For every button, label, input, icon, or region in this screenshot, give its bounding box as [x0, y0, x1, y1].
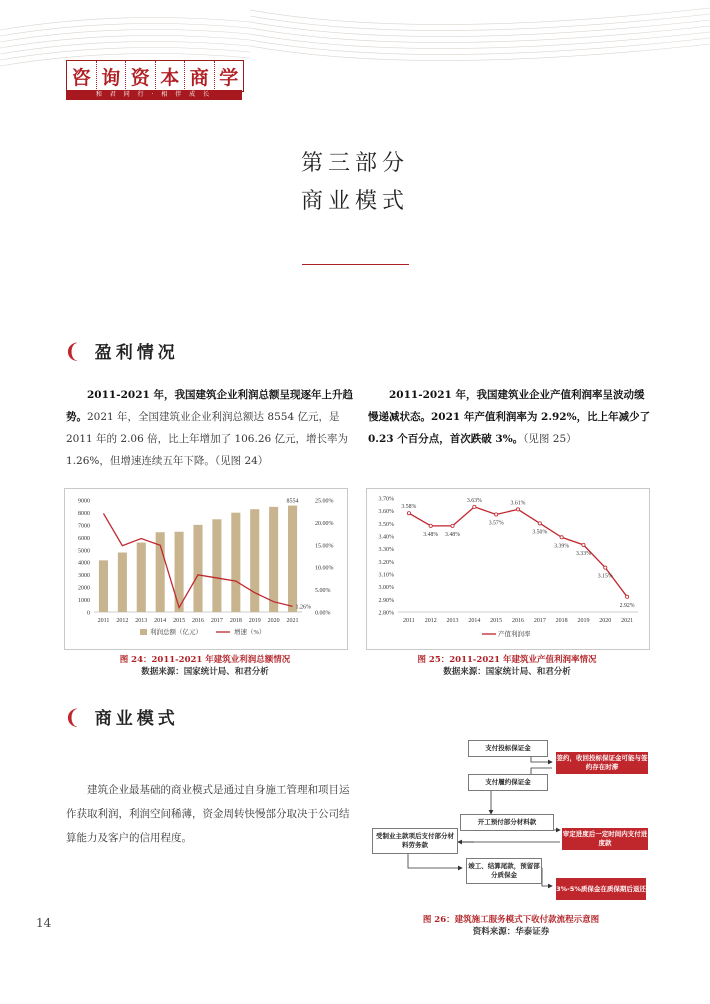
flow-note-progress-payment: 审定进度后一定时间内支付进度款 — [562, 828, 648, 850]
flow-step-final-settlement: 竣工、结算尾款，预留部分质保金 — [466, 858, 542, 884]
x-tick-label: 2011 — [403, 618, 415, 624]
x-tick-label: 2018 — [555, 618, 568, 624]
data-point — [625, 595, 628, 598]
y-tick-label: 9000 — [78, 498, 90, 505]
profit-paragraph-bold: 2011-2021 年，我国建筑企业利润总额呈现逐年上升趋势。 — [66, 389, 353, 423]
x-tick-label: 2015 — [173, 618, 186, 624]
data-label: 3.48% — [445, 531, 461, 538]
logo-char: 询 — [97, 61, 127, 91]
data-point — [407, 512, 410, 515]
logo-char: 商 — [185, 61, 215, 91]
logo-tagline: 和 君 同 行 · 相 伴 成 长 — [66, 90, 242, 100]
y-tick-label: 7000 — [78, 523, 90, 530]
data-label: 3.50% — [532, 529, 548, 536]
y-tick-label: 3.20% — [378, 559, 394, 566]
data-label: 2.92% — [619, 602, 635, 609]
flow-step-bid-deposit: 支付投标保证金 — [468, 740, 548, 757]
bar — [175, 532, 184, 612]
x-tick-label: 2021 — [621, 618, 634, 624]
y-tick-label: 3.60% — [378, 509, 394, 516]
data-point — [604, 566, 607, 569]
data-point — [451, 524, 454, 527]
y-tick-label: 2.90% — [378, 597, 394, 604]
x-tick-label: 2015 — [490, 618, 503, 624]
part-number: 第三部分 — [300, 151, 409, 176]
y2-tick-label: 5.00% — [315, 588, 331, 595]
profit-margin-line — [409, 507, 627, 597]
y-tick-label: 3.30% — [378, 547, 394, 554]
data-label: 3.57% — [488, 520, 504, 527]
data-point — [560, 536, 563, 539]
data-label: 3.58% — [401, 504, 417, 511]
bar — [231, 513, 240, 612]
x-tick-label: 2014 — [468, 618, 481, 624]
fig25-title: 图 25：2011-2021 年建筑业产值利润率情况 — [417, 655, 597, 665]
bar — [118, 553, 127, 612]
y-tick-label: 3.00% — [378, 585, 394, 592]
fig26-source: 资料来源：华泰证券 — [472, 927, 550, 937]
y2-tick-label: 0.00% — [315, 610, 331, 617]
logo-char: 学 — [219, 66, 239, 89]
business-model-paragraph: 建筑企业最基础的商业模式是通过自身施工管理和项目运作获取利润，利润空间稀薄，资金周转快慢部分取决于公司结算能力及客户的信用程度。 — [66, 784, 350, 844]
bar-value-label: 8554 — [286, 498, 299, 505]
data-point — [429, 524, 432, 527]
profit-paragraph-text: 2021 年，全国建筑业企业利润总额达 8554 亿元，是 2011 年的 2.06 倍，比上年增加了 106.26 亿元，增长率为 1.26%，但增速连续五年下降。（见图 24） — [66, 411, 349, 467]
data-label: 3.39% — [554, 543, 570, 550]
fig26-title: 图 26：建筑施工服务模式下收付款流程示意图 — [422, 915, 600, 925]
y-tick-label: 3.70% — [378, 496, 394, 503]
y-tick-label: 4000 — [78, 560, 90, 567]
legend-label: 产值利润率 — [498, 631, 531, 638]
logo — [66, 60, 244, 92]
x-tick-label: 2013 — [135, 618, 148, 624]
x-tick-label: 2014 — [154, 618, 167, 624]
bar — [193, 525, 202, 612]
fig24-title: 图 24：2011-2021 年建筑业利润总额情况 — [119, 655, 291, 665]
y-tick-label: 3.40% — [378, 534, 394, 541]
logo-char: 本 — [156, 61, 186, 91]
bar — [137, 543, 146, 612]
fig25-source: 数据来源：国家统计局、和君分析 — [443, 667, 571, 677]
data-point — [582, 543, 585, 546]
x-tick-label: 2016 — [512, 618, 524, 624]
y-tick-label: 2.80% — [378, 610, 394, 617]
y2-tick-label: 15.00% — [315, 543, 334, 550]
fig25-caption — [366, 654, 648, 678]
x-tick-label: 2011 — [97, 618, 110, 624]
bar — [288, 506, 297, 612]
margin-paragraph — [368, 384, 654, 450]
legend-label: 利润总额（亿元） — [150, 629, 202, 636]
flow-step-performance-deposit: 支付履约保证金 — [468, 774, 548, 791]
x-tick-label: 2012 — [116, 618, 129, 624]
flow-note-warranty: 3%-5%质保金在质保期后退还 — [556, 878, 646, 900]
section-title: 商业模式 — [94, 709, 179, 729]
flow-note-sign-contract: 签约，收回投标保证金可能与签约存在时滞 — [556, 752, 648, 774]
x-tick-label: 2012 — [424, 618, 437, 624]
x-tick-label: 2018 — [229, 618, 242, 624]
bar — [212, 519, 221, 612]
bar — [269, 507, 278, 612]
data-label: 3.15% — [597, 573, 613, 580]
data-label: 3.63% — [466, 497, 482, 504]
chart-24 — [64, 488, 346, 648]
x-tick-label: 2013 — [446, 618, 459, 624]
y-tick-label: 5000 — [78, 548, 90, 555]
data-point — [495, 513, 498, 516]
logo-char: 咨 — [67, 61, 97, 91]
fig24-caption — [64, 654, 346, 678]
title-divider — [302, 264, 409, 265]
flow-diagram — [366, 734, 656, 904]
y-tick-label: 0 — [87, 610, 90, 617]
fig26-caption — [366, 914, 656, 938]
profit-paragraph — [66, 384, 354, 472]
x-tick-label: 2019 — [248, 618, 261, 624]
chart-25 — [366, 488, 648, 648]
y-tick-label: 1000 — [78, 598, 90, 605]
data-label: 3.61% — [510, 500, 526, 507]
data-point — [516, 508, 519, 511]
legend-swatch-bar — [140, 629, 147, 635]
section-mark-icon: ❨ — [64, 704, 85, 729]
x-tick-label: 2020 — [599, 618, 612, 624]
page-number: 14 — [36, 916, 52, 930]
y-tick-label: 3000 — [78, 573, 90, 580]
legend-label: 增速（%） — [234, 629, 266, 636]
section-heading-business-model — [64, 704, 179, 729]
data-label: 3.33% — [575, 550, 591, 557]
x-tick-label: 2017 — [533, 618, 546, 624]
flow-step-advance-payment: 开工预付部分材料款 — [460, 814, 554, 831]
data-label: 3.48% — [423, 531, 439, 538]
y-tick-label: 8000 — [78, 510, 90, 517]
bar — [99, 560, 108, 612]
rate-value-label: 1.26% — [295, 604, 312, 611]
y-tick-label: 3.50% — [378, 521, 394, 528]
y2-tick-label: 10.00% — [315, 565, 334, 572]
x-tick-label: 2017 — [210, 618, 223, 624]
x-tick-label: 2021 — [286, 618, 299, 624]
margin-paragraph-text: （见图 25） — [523, 433, 577, 445]
section-mark-icon: ❨ — [64, 338, 85, 363]
y-tick-label: 2000 — [78, 585, 90, 592]
y2-tick-label: 20.00% — [315, 520, 334, 527]
bar — [250, 509, 259, 612]
flow-step-pay-materials: 受制业主款项后支付部分材料劳务款 — [372, 828, 458, 854]
margin-paragraph-bold: 2011-2021 年，我国建筑业企业产值利润率呈波动缓慢递减状态。2021 年产值利润率为 2.92%，比上年减少了 0.23 个百分点，首次跌破 3%。 — [368, 389, 651, 445]
section-heading-profit — [64, 338, 179, 363]
section-title: 盈利情况 — [94, 343, 179, 363]
y-tick-label: 3.10% — [378, 572, 394, 579]
fig24-source: 数据来源：国家统计局、和君分析 — [141, 667, 269, 677]
part-title: 商业模式 — [300, 189, 409, 214]
data-point — [473, 505, 476, 508]
x-tick-label: 2020 — [267, 618, 280, 624]
logo-char: 资 — [126, 61, 156, 91]
data-point — [538, 522, 541, 525]
x-tick-label: 2016 — [192, 618, 204, 624]
x-tick-label: 2019 — [577, 618, 590, 624]
y-tick-label: 6000 — [78, 535, 90, 542]
y2-tick-label: 25.00% — [315, 498, 334, 505]
